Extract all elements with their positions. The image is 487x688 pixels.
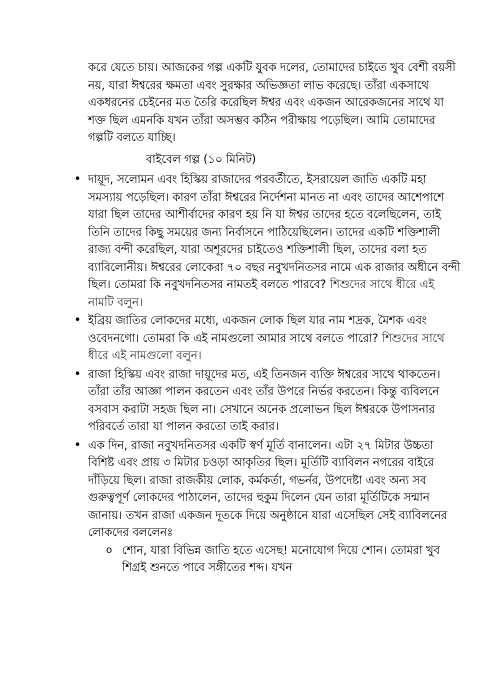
- bullet-text: দায়ূদ, সলোমন এবং হিস্কিয় রাজাদের পরবর্তীতে, ইসরায়েল জাতি একটি মহা সমস্যায় পড়েছিল। কারণ তাঁরা ঈশ্বরের নির্দেশনা মানত না এবং তাদের আশেপাশে যারা ছিল তাদের আশীর্বাদের কারণ হয় নি যা ঈশ্বর তাদের হতে বলেছিলেন, তাই তিনি তাদের কিছু সময়ের জন্য নির্বাসনে পাঠিয়েছিলেন। তাদের একটি শক্তিশালী রাজ্য বন্দী করেছিল, যারা অশূরদের চাইতেও শক্তিশালী ছিল, তাদের বলা হত ব্যাবিলোনীয়। ঈশ্বরের লোকেরা ৭০ বছর নবুখদনিতসর নামে এক রাজার অধীনে বন্দী ছিল। তোমরা কি নবুখদনিতসর নামতই বলতে পারবে?: [88, 173, 461, 291]
- teacher-hint: শিশুদের সাথে ধীরে এই নামগুলো বলুন।: [88, 331, 445, 362]
- teacher-hint: শিশুদের সাথে ধীরে এই নামটি বলুন।: [88, 278, 435, 309]
- sub-bullet-item: [106, 542, 463, 577]
- sub-bullet-list: [88, 542, 463, 577]
- bullet-list: [74, 171, 463, 577]
- bullet-icon: •: [74, 313, 82, 327]
- bullet-item: [74, 366, 463, 436]
- bullet-text: ইব্রিয় জাতির লোকদের মধ্যে, একজন লোক ছিল যার নাম শদ্রক, মৈশক এবং ওবেদনগো। তোমরা কি এই নামগুলো আমার সাথে বলতে পারো?: [88, 314, 427, 345]
- intro-paragraph: করে যেতে চায়। আজকের গল্প একটি যুবক দলের, তোমাদের চাইতে খুব বেশী বয়সী নয়, যারা ঈশ্বরের ক্ষমতা এবং সুরক্ষার অভিজ্ঞতা লাভ করেছে। তাঁরা একসাথে একধরনের চেইনের মত তৈরি করেছিল ঈশ্বর এবং একজন আরেকজনের সাথে যা শক্ত ছিল এমনকি যখন তাঁরা অসম্ভব কঠিন পরীক্ষায় পড়েছিল। আমি তোমাদের গল্পটি বলতে যাচ্ছি।: [88, 61, 456, 144]
- circle-bullet-icon: o: [106, 544, 113, 556]
- bullet-item: [74, 437, 463, 577]
- bullet-icon: •: [74, 437, 82, 452]
- section-heading: বাইবেল গল্প (১০ মিনিট): [146, 152, 257, 166]
- bullet-item: [74, 312, 463, 365]
- bullet-text: রাজা হিস্কিয় এবং রাজা দায়ূদের মত, এই তিনজন ব্যক্তি ঈশ্বরের সাথে থাকতেন। তাঁরা তাঁর আজ্ঞা পালন করতেন এবং তাঁর উপরে নির্ভর করতেন। কিন্তু ব্যবিলনে বসবাস করাটা সহজ ছিল না। সেখানে অনেক প্রলোভন ছিল ঈশ্বরকে উপাসনার পরিবর্তে তারা যা পালন করতো তাই করার।: [88, 367, 441, 433]
- sub-bullet-text: শোন, যারা বিভিন্ন জাতি হতে এসেছ! মনোযোগ দিয়ে শোন। তোমরা খুব শিগ্রই শুনতে পাবে সঙ্গীতের শব্দ। যখন: [122, 543, 440, 574]
- bullet-text: এক দিন, রাজা নবুখদনিতসর একটি স্বর্ণ মূর্তি বানালেন। এটা ২৭ মিটার উচ্চতা বিশিষ্ট এবং প্রায় ৩ মিটার চওড়া আকৃতির ছিল। মূর্তিটি ব্যাবিলন নগরের বাইরে দাঁড়িয়ে ছিল। রাজা রাজকীয় লোক, কর্মকর্তা, গভর্নর, উপদেষ্টা এবং অন্য সব গুরুত্বপূর্ণ লোকদের পাঠালেন, তাদের হুকুম দিলেন যেন তারা মূর্তিটিকে সন্মান জানায়। তখন রাজা একজন দূতকে দিয়ে অনুষ্ঠানে যারা এসেছিল সেই ব্যাবিলনের লোকদের বললেনঃ: [88, 438, 448, 539]
- bullet-icon: •: [74, 172, 82, 186]
- bullet-item: [74, 171, 463, 311]
- bullet-icon: •: [74, 366, 82, 381]
